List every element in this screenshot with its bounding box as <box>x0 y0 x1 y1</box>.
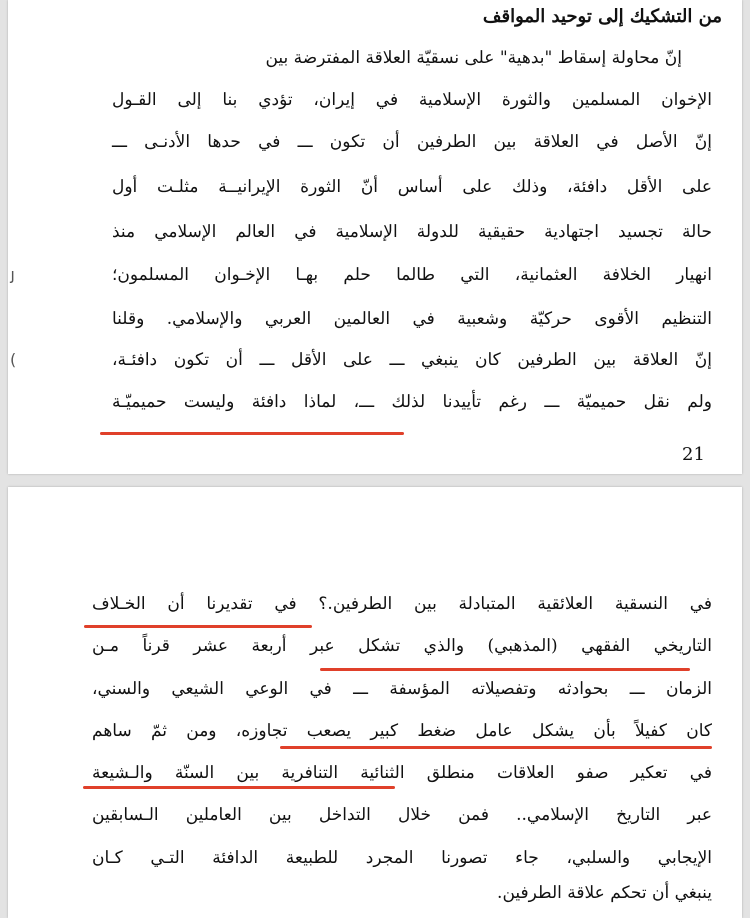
highlight-underline <box>100 432 404 435</box>
book-page-21 <box>8 0 742 474</box>
text-line: حالة تجسيد اجتهادية حقيقية للدولة الإسلامية في العالم الإسلامي منذ <box>112 222 712 242</box>
highlight-underline <box>84 625 312 628</box>
highlight-underline <box>83 786 395 789</box>
text-line: إنّ الأصل في العلاقة بين الطرفين أن تكون ـــ في حدها الأدنـى ـــ <box>112 132 712 152</box>
text-line: عبر التاريخ الإسلامي.. فمن خلال التداخل بين العاملين الـسابقين <box>92 805 712 825</box>
text-line: التاريخي الفقهي (المذهبي) والذي تشكل عبر أربعة عشر قرناً مـن <box>92 636 712 656</box>
text-line: ينبغي أن تحكم علاقة الطرفين. <box>497 883 712 903</box>
text-line: ولم نقل حميميّة ـــ رغم تأييدنا لذلك ـــ، لماذا دافئة وليست حميميّـة <box>112 392 712 412</box>
text-line: في تعكير صفو العلاقات منطلق الثنائية التنافرية بين السنّة والـشيعة <box>92 763 712 783</box>
text-line: الإيجابي والسلبي، جاء تصورنا المجرد للطبيعة الدافئة التـي كـان <box>92 848 712 868</box>
text-line: على الأقل دافئة، وذلك على أساس أنّ الثورة الإيرانيــة مثلـت أول <box>112 177 712 197</box>
margin-mark: ( <box>10 350 17 369</box>
text-line: إنّ محاولة إسقاط "بدهية" على نسقيّة العلاقة المفترضة بين <box>265 48 682 68</box>
text-line: انهيار الخلافة العثمانية، التي طالما حلم بهـا الإخـوان المسلمون؛ <box>112 265 712 285</box>
section-heading: من التشكيك إلى توحيد المواقف <box>482 6 722 27</box>
text-line: كان كفيلاً بأن يشكل عامل ضغط كبير يصعب تجاوزه، ومن ثمّ ساهم <box>92 721 712 741</box>
highlight-underline <box>280 746 712 749</box>
margin-mark: ﻟ <box>10 268 15 287</box>
text-line: الإخوان المسلمين والثورة الإسلامية في إيران، تؤدي بنا إلى القـول <box>112 90 712 110</box>
text-line: التنظيم الأقوى حركيّة وشعبية في العالمين العربي والإسلامي. وقلنا <box>112 309 712 329</box>
text-line: في النسقية العلائقية المتبادلة بين الطرفين.؟ في تقديرنا أن الخـلاف <box>92 594 712 614</box>
book-page-22 <box>8 487 742 918</box>
text-line: إنّ العلاقة بين الطرفين كان ينبغي ـــ على الأقل ـــ أن تكون دافئـة، <box>112 350 712 370</box>
highlight-underline <box>320 668 690 671</box>
text-line: الزمان ـــ بحوادثه وتفصيلاته المؤسفة ـــ في الوعي الشيعي والسني، <box>92 679 712 699</box>
page-number: 21 <box>682 444 705 465</box>
